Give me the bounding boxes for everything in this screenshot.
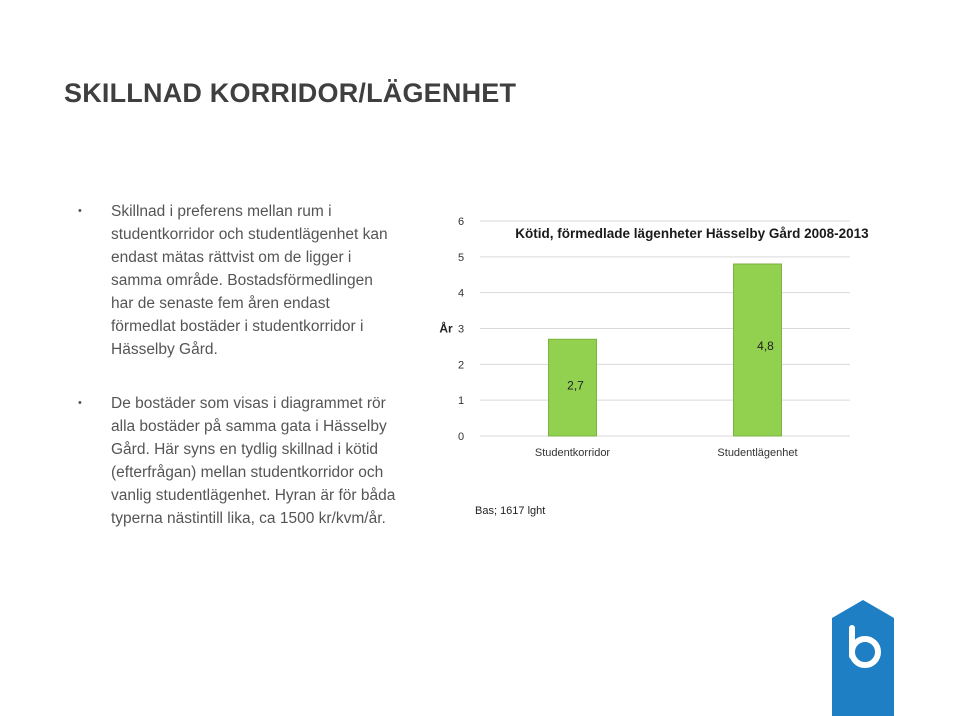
- bullet-list: [78, 200, 398, 530]
- y-tick-label: 0: [457, 431, 465, 443]
- x-tick-label: Studentlägenhet: [717, 447, 798, 459]
- data-label: 2,7: [567, 378, 584, 393]
- bullet-item: [78, 200, 398, 361]
- y-tick-label: 6: [457, 216, 465, 228]
- y-tick-label: 1: [457, 395, 465, 408]
- bullet-item: [78, 392, 398, 530]
- bullet-dot: •: [78, 205, 82, 217]
- data-label: 4,8: [757, 339, 774, 353]
- bullet-text: Skillnad i preferens mellan rum i studentkorridor och studentlägenhet kan endast mätas rättvist om de ligger i samma område. Bostadsförmedlingen har de senaste fem åren endast förmedlat bostäder i studentkorridor i Hässelby Gård.: [111, 203, 388, 358]
- chart-title: Kötid, förmedlade lägenheter Hässelby Gård 2008-2013: [515, 226, 869, 241]
- slide-title: SKILLNAD KORRIDOR/LÄGENHET: [64, 78, 517, 108]
- y-tick-label: 4: [457, 287, 465, 300]
- b-logo-icon: [832, 600, 894, 716]
- bullet-text: De bostäder som visas i diagrammet rör alla bostäder på samma gata i Hässelby Gård. Här syns en tydlig skillnad i kötid (efterfrågan) mellan studentkorridor och vanlig studentlägenhet. Hyran är för båda typerna nästintill lika, ca 1500 kr/kvm/år.: [111, 395, 396, 527]
- base-note: Bas; 1617 lght: [475, 505, 546, 517]
- y-tick-label: 2: [457, 359, 465, 372]
- bar-chart: [430, 206, 870, 474]
- x-tick-label: Studentkorridor: [534, 447, 611, 459]
- y-tick-label: 3: [457, 323, 465, 336]
- bullet-dot: •: [78, 397, 82, 409]
- y-axis-label: År: [439, 321, 453, 336]
- y-tick-label: 5: [457, 251, 465, 264]
